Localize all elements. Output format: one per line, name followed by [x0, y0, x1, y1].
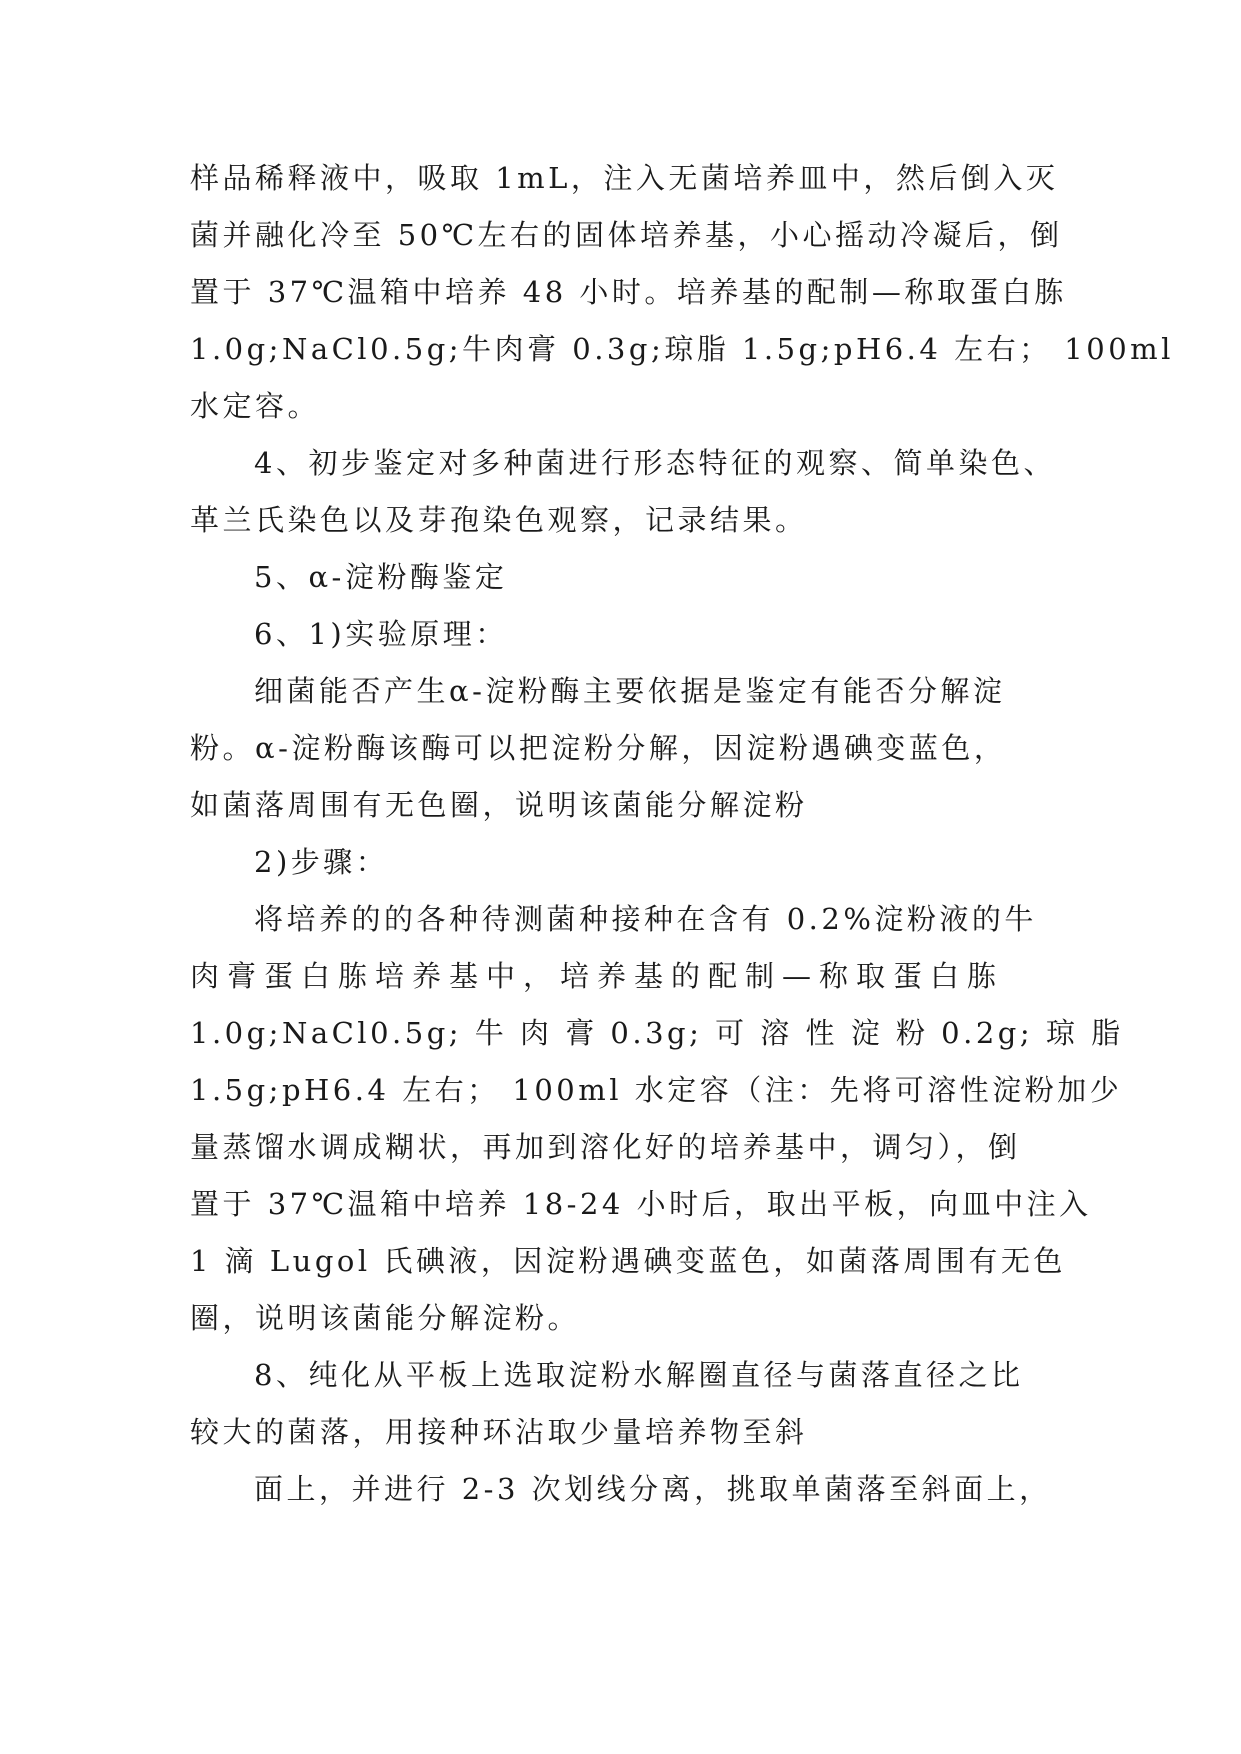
text-line: 如菌落周围有无色圈，说明该菌能分解淀粉: [190, 788, 808, 822]
paragraph-line: 面上，并进行 2-3 次划线分离，挑取单菌落至斜面上，: [254, 1472, 1052, 1506]
text-line: 菌并融化冷至 50℃左右的固体培养基，小心摇动冷凝后，倒: [190, 218, 1063, 252]
text-line: 样品稀释液中，吸取 1mL，注入无菌培养皿中，然后倒入灭: [190, 161, 1059, 195]
text-line: 置于 37℃温箱中培养 18-24 小时后，取出平板，向皿中注入: [190, 1187, 1092, 1221]
paragraph-line: 将培养的的各种待测菌种接种在含有 0.2%淀粉液的牛: [254, 902, 1037, 936]
section-heading: 2)步骤：: [254, 845, 389, 879]
text-line: 较大的菌落，用接种环沾取少量培养物至斜: [190, 1415, 808, 1449]
text-line: 圈，说明该菌能分解淀粉。: [190, 1301, 581, 1335]
paragraph-line: 4、初步鉴定对多种菌进行形态特征的观察、简单染色、: [254, 446, 1056, 480]
text-line: 1.0g;NaCl0.5g; 牛 肉 膏 0.3g; 可 溶 性 淀 粉 0.2g; 琼 脂: [190, 1016, 1124, 1050]
paragraph-line: 8、纯化从平板上选取淀粉水解圈直径与菌落直径之比: [254, 1358, 1024, 1392]
text-line: 1.0g;NaCl0.5g;牛肉膏 0.3g;琼脂 1.5g;pH6.4 左右； 100ml: [190, 332, 1174, 366]
text-line: 革兰氏染色以及芽孢染色观察，记录结果。: [190, 503, 808, 537]
text-line: 1.5g;pH6.4 左右； 100ml 水定容（注：先将可溶性淀粉加少: [190, 1073, 1123, 1107]
paragraph-line: 细菌能否产生α-淀粉酶主要依据是鉴定有能否分解淀: [254, 674, 1006, 708]
section-heading: 6、1)实验原理：: [254, 617, 508, 651]
text-line: 1 滴 Lugol 氏碘液，因淀粉遇碘变蓝色，如菌落周围有无色: [190, 1244, 1066, 1278]
text-line: 水定容。: [190, 389, 321, 423]
text-line: 置于 37℃温箱中培养 48 小时。培养基的配制—称取蛋白胨: [190, 275, 1067, 309]
text-line: 肉膏蛋白胨培养基中，培养基的配制—称取蛋白胨: [190, 959, 1005, 993]
section-heading: 5、α-淀粉酶鉴定: [254, 560, 508, 594]
text-line: 粉。α-淀粉酶该酶可以把淀粉分解，因淀粉遇碘变蓝色，: [190, 731, 1007, 765]
text-line: 量蒸馏水调成糊状，再加到溶化好的培养基中，调匀），倒: [190, 1130, 1021, 1164]
